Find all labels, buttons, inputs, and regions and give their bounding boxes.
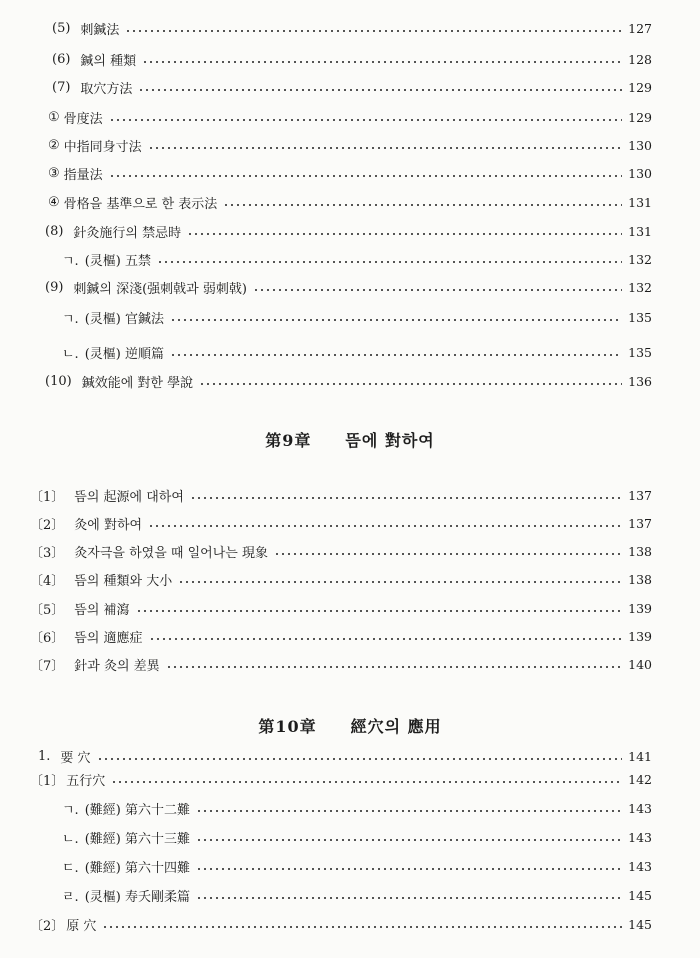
toc-entry: [30, 597, 652, 619]
entry-title: 針과 灸의 差異: [74, 658, 160, 674]
entry-title: 骨度法: [63, 111, 103, 127]
toc-entry: [52, 76, 652, 98]
chapter-10-heading: [0, 714, 700, 737]
toc-entry: [62, 884, 652, 906]
entry-title: 뜸의 適應症: [74, 630, 143, 646]
entry-number: ①: [48, 109, 60, 125]
entry-page: 135: [628, 309, 652, 325]
entry-page: 129: [628, 109, 652, 125]
dot-leader: [138, 89, 622, 91]
entry-page: 141: [628, 748, 652, 764]
toc-entry: [52, 17, 652, 39]
dot-leader: [178, 581, 622, 583]
entry-page: 139: [628, 600, 652, 616]
toc-entry: [30, 913, 652, 935]
dot-leader: [223, 204, 622, 206]
entry-number: (10): [45, 373, 72, 389]
entry-number: ②: [48, 137, 60, 153]
entry-number: ㄱ.: [62, 311, 79, 327]
entry-page: 145: [628, 887, 652, 903]
toc-entry: [38, 745, 652, 767]
toc-entry: [45, 220, 652, 242]
toc-entry: [30, 625, 652, 647]
entry-page: 136: [628, 373, 652, 389]
entry-page: 137: [628, 487, 652, 503]
toc-entry: [62, 826, 652, 848]
entry-title: 中指同身寸法: [63, 139, 142, 155]
toc-entry: [62, 855, 652, 877]
dot-leader: [274, 553, 622, 555]
dot-leader: [109, 175, 622, 177]
chapter-label: 第9章: [265, 431, 312, 450]
entry-title: 뜸의 種類와 大小: [74, 573, 173, 589]
entry-page: 131: [628, 223, 652, 239]
chapter-title: 經穴의 應用: [350, 717, 442, 736]
dot-leader: [253, 289, 622, 291]
toc-entry: [45, 276, 652, 298]
entry-title: 刺鍼法: [80, 22, 120, 38]
entry-title: (灵樞) 官鍼法: [84, 311, 164, 327]
toc-entry: [62, 306, 652, 328]
entry-title: 뜸의 起源에 대하여: [74, 489, 184, 505]
entry-number: ③: [48, 165, 60, 181]
entry-page: 137: [628, 515, 652, 531]
dot-leader: [142, 61, 622, 63]
entry-number: 〔5〕: [30, 602, 65, 618]
entry-title: (難經) 第六十二難: [84, 802, 190, 818]
entry-page: 138: [628, 543, 652, 559]
entry-number: (7): [52, 79, 71, 95]
entry-number: 〔3〕: [30, 545, 65, 561]
entry-title: 鍼效能에 對한 學說: [81, 375, 194, 391]
entry-number: ㄴ.: [62, 346, 79, 362]
entry-number: (5): [52, 20, 71, 36]
entry-number: (9): [45, 279, 64, 295]
toc-entry: [30, 568, 652, 590]
dot-leader: [111, 781, 622, 783]
entry-page: 130: [628, 137, 652, 153]
toc-entry: [48, 106, 652, 128]
entry-title: 五行穴: [66, 773, 106, 789]
toc-entry: [30, 484, 652, 506]
entry-number: ㄴ.: [62, 831, 79, 847]
entry-number: (6): [52, 51, 71, 67]
entry-number: ④: [48, 194, 60, 210]
dot-leader: [196, 897, 622, 899]
dot-leader: [190, 497, 622, 499]
entry-number: 〔1〕: [30, 773, 65, 789]
entry-page: 139: [628, 628, 652, 644]
toc-entry: [30, 768, 652, 790]
entry-page: 132: [628, 251, 652, 267]
entry-title: 要 穴: [60, 750, 91, 766]
entry-number: 〔6〕: [30, 630, 65, 646]
entry-title: 刺鍼의 深淺(强刺戟과 弱刺戟): [73, 281, 247, 297]
entry-number: ㄱ.: [62, 802, 79, 818]
entry-number: ㄱ.: [62, 253, 79, 269]
entry-number: (8): [45, 223, 64, 239]
dot-leader: [196, 839, 622, 841]
dot-leader: [148, 525, 622, 527]
dot-leader: [148, 147, 622, 149]
toc-entry: [45, 370, 652, 392]
entry-page: 127: [628, 20, 652, 36]
entry-page: 143: [628, 858, 652, 874]
entry-title: 뜸의 補瀉: [74, 602, 130, 618]
entry-number: 〔2〕: [30, 517, 65, 533]
entry-page: 143: [628, 829, 652, 845]
entry-page: 129: [628, 79, 652, 95]
toc-entry: [62, 797, 652, 819]
entry-title: 取穴方法: [80, 81, 133, 97]
dot-leader: [196, 868, 622, 870]
entry-title: (灵樞) 五禁: [84, 253, 151, 269]
dot-leader: [136, 610, 623, 612]
entry-page: 135: [628, 344, 652, 360]
dot-leader: [196, 810, 622, 812]
entry-title: 原 穴: [66, 918, 97, 934]
entry-page: 143: [628, 800, 652, 816]
dot-leader: [166, 666, 622, 668]
entry-page: 132: [628, 279, 652, 295]
entry-page: 138: [628, 571, 652, 587]
entry-page: 140: [628, 656, 652, 672]
entry-title: 灸자극을 하였을 때 일어나는 現象: [74, 545, 268, 561]
dot-leader: [187, 233, 622, 235]
entry-title: 灸에 對하여: [74, 517, 143, 533]
entry-number: 〔7〕: [30, 658, 65, 674]
toc-entry: [48, 191, 652, 213]
entry-page: 142: [628, 771, 652, 787]
entry-page: 145: [628, 916, 652, 932]
chapter-label: 第10章: [258, 717, 317, 736]
toc-entry: [48, 162, 652, 184]
toc-entry: [52, 48, 652, 70]
entry-title: 鍼의 種類: [80, 53, 137, 69]
entry-page: 131: [628, 194, 652, 210]
toc-entry: [62, 248, 652, 270]
entry-title: 指量法: [63, 167, 103, 183]
entry-number: 〔4〕: [30, 573, 65, 589]
entry-title: 骨格을 基準으로 한 表示法: [63, 196, 218, 212]
dot-leader: [157, 261, 622, 263]
entry-page: 130: [628, 165, 652, 181]
entry-title: 針灸施行의 禁忌時: [73, 225, 182, 241]
dot-leader: [170, 354, 622, 356]
toc-entry: [62, 341, 652, 363]
entry-title: (難經) 第六十四難: [84, 860, 190, 876]
toc-entry: [30, 540, 652, 562]
dot-leader: [149, 638, 623, 640]
toc-entry: [30, 512, 652, 534]
entry-title: (灵樞) 逆順篇: [84, 346, 164, 362]
dot-leader: [170, 319, 622, 321]
entry-title: (灵樞) 寿夭剛柔篇: [84, 889, 190, 905]
entry-number: 〔2〕: [30, 918, 65, 934]
entry-title: (難經) 第六十三難: [84, 831, 190, 847]
dot-leader: [97, 758, 623, 760]
entry-page: 128: [628, 51, 652, 67]
entry-number: 1.: [38, 748, 51, 764]
dot-leader: [125, 30, 622, 32]
dot-leader: [199, 383, 622, 385]
toc-entry: [48, 134, 652, 156]
entry-number: ㄷ.: [62, 860, 79, 876]
dot-leader: [102, 926, 622, 928]
dot-leader: [109, 119, 622, 121]
chapter-title: 뜸에 對하여: [345, 431, 435, 450]
toc-entry: [30, 653, 652, 675]
entry-number: ㄹ.: [62, 889, 79, 905]
chapter-9-heading: [0, 428, 700, 451]
entry-number: 〔1〕: [30, 489, 65, 505]
